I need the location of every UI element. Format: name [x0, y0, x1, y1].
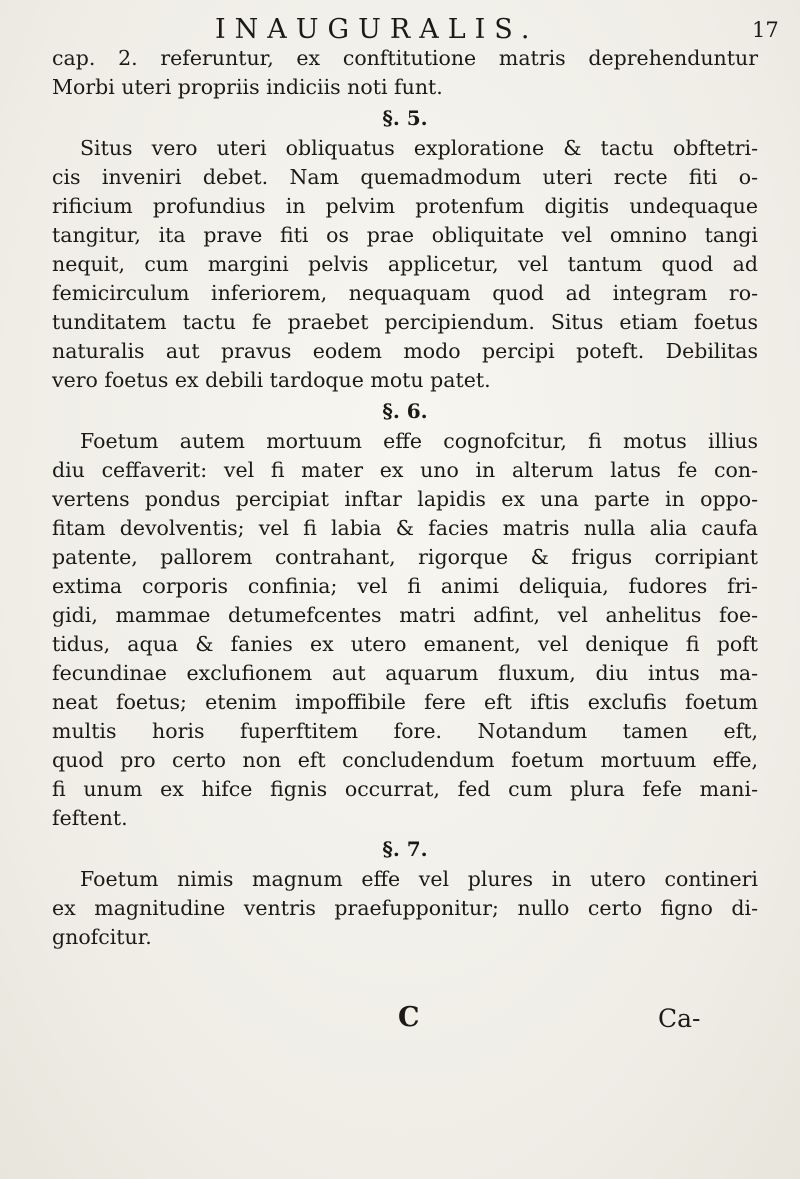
text-line: Foetum nimis magnum effe vel plures in utero contineri [80, 867, 758, 891]
text-line: tidus, aqua & fanies ex utero emanent, vel denique fi poft [52, 632, 758, 656]
text-line: vero foetus ex debili tardoque motu patet. [52, 368, 491, 392]
text-line: patente, pallorem contrahant, rigorque & frigus corripiant [52, 545, 758, 569]
section-heading: §. 6. [382, 399, 428, 423]
text-line: ex magnitudine ventris praefupponitur; nullo certo figno di- [52, 896, 758, 920]
text-line: fi unum ex hifce fignis occurrat, fed cum plura fefe mani- [52, 777, 758, 801]
running-title: INAUGURALIS. [215, 14, 539, 45]
text-line: tunditatem tactu fe praebet percipiendum. Situs etiam foetus [52, 310, 758, 334]
text-line: multis horis fuperftitem fore. Notandum tamen eft, [52, 719, 758, 743]
text-line: diu ceffaverit: vel fi mater ex uno in alterum latus fe con- [52, 458, 758, 482]
text-line: gidi, mammae detumefcentes matri adfint, vel anhelitus foe- [52, 603, 758, 627]
page-footer [0, 1002, 800, 1042]
text-line: feftent. [52, 806, 128, 830]
text-line: naturalis aut pravus eodem modo percipi poteft. Debilitas [52, 339, 758, 363]
text-line: neat foetus; etenim impoffibile fere eft iftis exclufis foetum [52, 690, 758, 714]
text-line: vertens pondus percipiat inftar lapidis ex una parte in oppo- [52, 487, 758, 511]
text-line: nequit, cum margini pelvis applicetur, vel tantum quod ad [52, 252, 758, 276]
body-text [52, 44, 758, 952]
text-line: fitam devolventis; vel fi labia & facies matris nulla alia caufa [52, 516, 758, 540]
text-line: tangitur, ita prave fiti os prae obliquitate vel omnino tangi [52, 223, 758, 247]
text-line: cap. 2. referuntur, ex conftitutione matris deprehenduntur [52, 46, 758, 70]
page-number: 17 [752, 18, 779, 42]
text-line: gnofcitur. [52, 925, 152, 949]
text-line: quod pro certo non eft concludendum foetum mortuum effe, [52, 748, 758, 772]
section-heading: §. 5. [382, 106, 428, 130]
text-line: fecundinae exclufionem aut aquarum fluxum, diu intus ma- [52, 661, 758, 685]
catchword: Ca- [658, 1004, 701, 1033]
text-line: extima corporis confinia; vel fi animi deliquia, fudores fri- [52, 574, 758, 598]
text-line: femicirculum inferiorem, nequaquam quod ad integram ro- [52, 281, 758, 305]
page-header [0, 12, 800, 48]
text-line: Foetum autem mortuum effe cognofcitur, fi motus illius [80, 429, 758, 453]
section-heading: §. 7. [382, 837, 428, 861]
text-line: rificium profundius in pelvim protenfum digitis undequaque [52, 194, 758, 218]
text-line: cis inveniri debet. Nam quemadmodum uteri recte fiti o- [52, 165, 758, 189]
signature-mark: C [398, 1002, 420, 1033]
text-line: Situs vero uteri obliquatus exploratione & tactu obftetri- [80, 136, 758, 160]
text-line: Morbi uteri propriis indiciis noti funt. [52, 75, 443, 99]
